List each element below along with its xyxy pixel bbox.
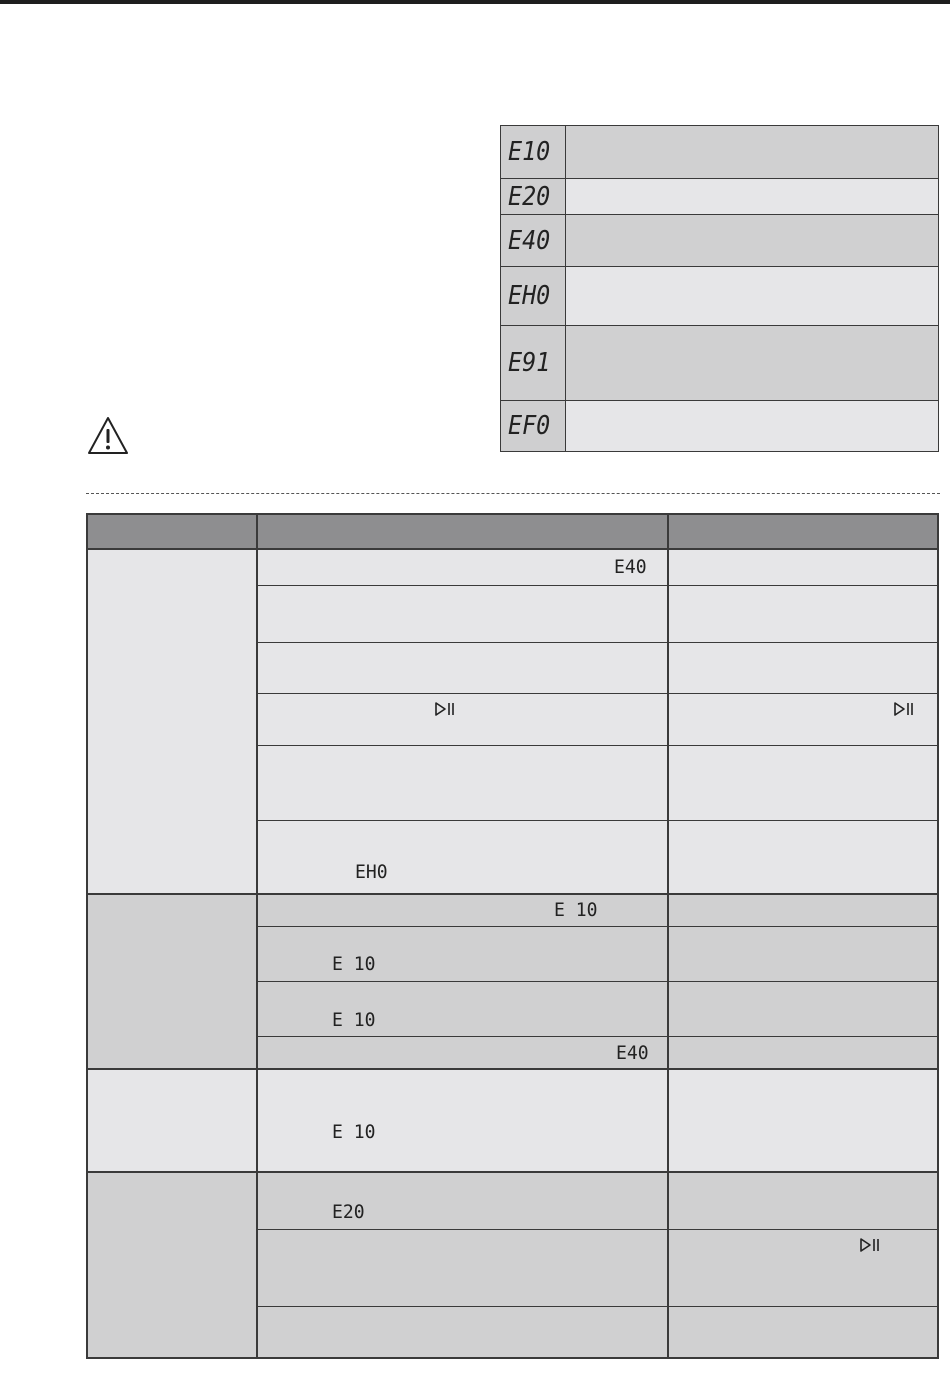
error-code: EH0 [508, 281, 551, 311]
remedy-cell [669, 895, 937, 926]
cause-cell [258, 1230, 669, 1306]
cause-cell [258, 982, 669, 1036]
error-description [566, 126, 938, 178]
remedy-cell [669, 1230, 937, 1306]
cause-cell [258, 1070, 669, 1171]
table-row [258, 1229, 937, 1306]
error-code-cell [501, 126, 566, 178]
remedy-cell [669, 746, 937, 820]
header-cause [258, 515, 669, 548]
inline-error-code: E40 [616, 1042, 649, 1064]
warning-triangle-icon [86, 415, 130, 457]
table-row [258, 820, 937, 893]
table-row [258, 642, 937, 693]
cause-cell [258, 586, 669, 642]
cause-cell [258, 1173, 669, 1229]
cause-cell [258, 895, 669, 926]
error-code-cell [501, 179, 566, 214]
error-code-cell [501, 215, 566, 266]
error-code: E40 [508, 225, 551, 256]
problem-group [88, 550, 937, 895]
error-description [566, 267, 938, 325]
cause-cell [258, 643, 669, 693]
problem-group [88, 1070, 937, 1173]
table-row [258, 550, 937, 585]
error-code-row [501, 325, 938, 400]
error-code-row [501, 126, 938, 178]
remedy-cell [669, 982, 937, 1036]
cause-cell [258, 1307, 669, 1357]
error-code-cell [501, 267, 566, 325]
error-code-row [501, 178, 938, 214]
error-code: E91 [508, 348, 551, 378]
error-code: E10 [508, 137, 551, 167]
remedy-cell [669, 927, 937, 981]
remedy-cell [669, 1070, 937, 1171]
problem-cell [88, 1070, 258, 1171]
cause-cell [258, 821, 669, 893]
remedy-cell [669, 1037, 937, 1068]
inline-error-code: E 10 [554, 899, 598, 921]
inline-error-code: E 10 [332, 1009, 376, 1031]
problem-cell [88, 550, 258, 893]
remedy-cell [669, 821, 937, 893]
cause-cell [258, 550, 669, 585]
remedy-cell [669, 1173, 937, 1229]
table-row [258, 981, 937, 1036]
remedy-cell [669, 1307, 937, 1357]
table-row [258, 895, 937, 926]
error-code-row [501, 214, 938, 266]
play-pause-icon [893, 701, 915, 717]
table-row [258, 1036, 937, 1068]
header-remedy [669, 515, 937, 548]
error-description [566, 215, 938, 266]
error-description [566, 401, 938, 451]
cause-cell [258, 746, 669, 820]
table-row [258, 585, 937, 642]
troubleshooting-table [86, 513, 939, 1359]
problem-cell [88, 895, 258, 1068]
table-row [258, 926, 937, 981]
table-header [88, 515, 937, 550]
problem-cell [88, 1173, 258, 1357]
table-row [258, 1306, 937, 1357]
table-row [258, 745, 937, 820]
problem-group [88, 895, 937, 1070]
error-code-row [501, 400, 938, 451]
table-row [258, 1173, 937, 1229]
error-code: E20 [508, 181, 551, 212]
cause-cell [258, 927, 669, 981]
error-code-row [501, 266, 938, 325]
top-rule [0, 0, 950, 4]
inline-error-code: EH0 [355, 861, 388, 883]
problem-group [88, 1173, 937, 1357]
error-description [566, 326, 938, 400]
header-problem [88, 515, 258, 548]
inline-error-code: E 10 [332, 1121, 376, 1143]
table-row [258, 693, 937, 745]
remedy-cell [669, 694, 937, 745]
table-row [258, 1070, 937, 1171]
error-code: EF0 [508, 411, 551, 441]
remedy-cell [669, 643, 937, 693]
dashed-separator [86, 493, 940, 494]
cause-cell [258, 1037, 669, 1068]
cause-cell [258, 694, 669, 745]
error-code-cell [501, 401, 566, 451]
error-code-cell [501, 326, 566, 400]
error-code-table [500, 125, 939, 452]
error-description [566, 179, 938, 214]
remedy-cell [669, 586, 937, 642]
inline-error-code: E 10 [332, 953, 376, 975]
play-pause-icon [859, 1237, 881, 1253]
inline-error-code: E40 [614, 556, 647, 578]
play-pause-icon [434, 701, 456, 717]
inline-error-code: E20 [332, 1201, 365, 1223]
remedy-cell [669, 550, 937, 585]
